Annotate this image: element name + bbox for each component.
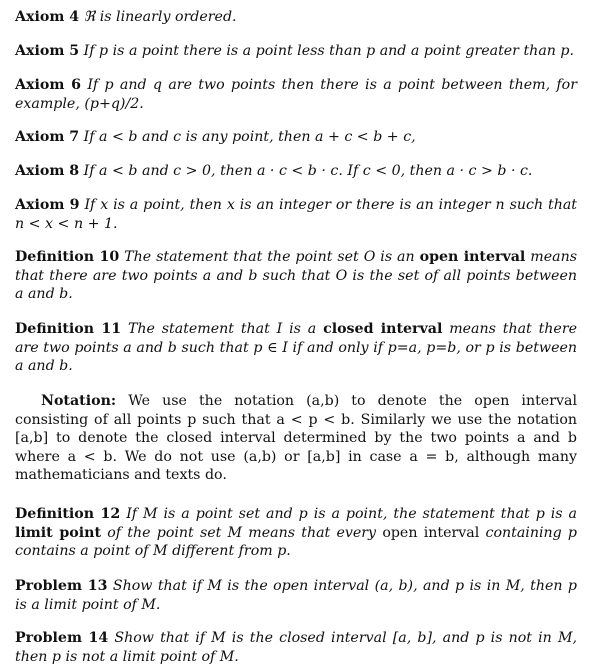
definition-12-text-mid: of the point set M means that every — [107, 524, 377, 541]
definition-10-label: Definition 10 — [15, 249, 120, 265]
notation-paragraph — [15, 392, 577, 485]
axiom-8-text: If a < b and c > 0, then a · c < b · c. If c < 0, then a · c > b · c. — [83, 163, 533, 179]
problem-13 — [15, 577, 577, 614]
axiom-6 — [15, 76, 577, 113]
definition-12-term: limit point — [15, 524, 102, 541]
problem-13-label: Problem 13 — [15, 578, 108, 594]
axiom-6-text: If p and q are two points then there is a point between them, for example, (p+q)/2. — [15, 77, 577, 112]
axiom-5-text: If p is a point there is a point less than p and a point greater than p. — [83, 43, 575, 59]
definition-10-text-pre: The statement that the point set O is an — [124, 249, 415, 265]
definition-10-text-post: means that there are two points a and b such that O is the set of all points between a and b. — [15, 249, 577, 302]
definition-11-text-post: means that there are two points a and b such that p ∈ I if and only if p=a, p=b, or p is between a and b. — [15, 321, 577, 374]
notation-label: Notation: — [41, 393, 117, 409]
definition-12 — [15, 505, 577, 561]
axiom-5-label: Axiom 5 — [15, 43, 80, 59]
axiom-4 — [15, 8, 577, 27]
axiom-7 — [15, 128, 577, 147]
axiom-9-label: Axiom 9 — [15, 197, 80, 213]
definition-11-term: closed interval — [323, 321, 443, 337]
definition-11-text-pre: The statement that I is a — [127, 321, 317, 337]
axiom-5 — [15, 42, 577, 61]
definition-11 — [15, 320, 577, 376]
axiom-7-label: Axiom 7 — [15, 129, 80, 145]
axiom-9 — [15, 196, 577, 233]
definition-11-label: Definition 11 — [15, 321, 122, 337]
axiom-7-text: If a < b and c is any point, then a + c < b + c, — [83, 129, 416, 145]
definition-12-text-open-interval: open interval — [382, 524, 480, 541]
definition-12-text-pre: If M is a point set and p is a point, the statement that p is a — [126, 506, 577, 522]
problem-14 — [15, 629, 577, 666]
problem-13-text: Show that if M is the open interval (a, b), and p is in M, then p is a limit point of M. — [15, 578, 577, 613]
axiom-9-text: If x is a point, then x is an integer or there is an integer n such that n < x < n + 1. — [15, 197, 577, 232]
problem-14-label: Problem 14 — [15, 630, 109, 646]
definition-10 — [15, 248, 577, 304]
definition-12-text-post: containing p contains a point of M different from p. — [15, 524, 578, 559]
axiom-8 — [15, 162, 577, 181]
definition-12-label: Definition 12 — [15, 506, 121, 522]
axiom-4-label: Axiom 4 — [15, 9, 80, 25]
axiom-6-label: Axiom 6 — [15, 77, 81, 93]
axiom-4-text: ℜ is linearly ordered. — [83, 9, 237, 25]
axiom-8-label: Axiom 8 — [15, 163, 80, 179]
notation-text: We use the notation (a,b) to denote the open interval consisting of all points p such that a < p < b. Similarly we use the notation [a,b] to denote the closed interval determined by the two points a and b where a < b. We do not use (a,b) or [a,b] in case a = b, although many mathematicians and texts do. — [15, 393, 578, 483]
problem-14-text: Show that if M is the closed interval [a, b], and p is not in M, then p is not a limit point of M. — [15, 630, 577, 665]
definition-10-term: open interval — [419, 249, 526, 265]
